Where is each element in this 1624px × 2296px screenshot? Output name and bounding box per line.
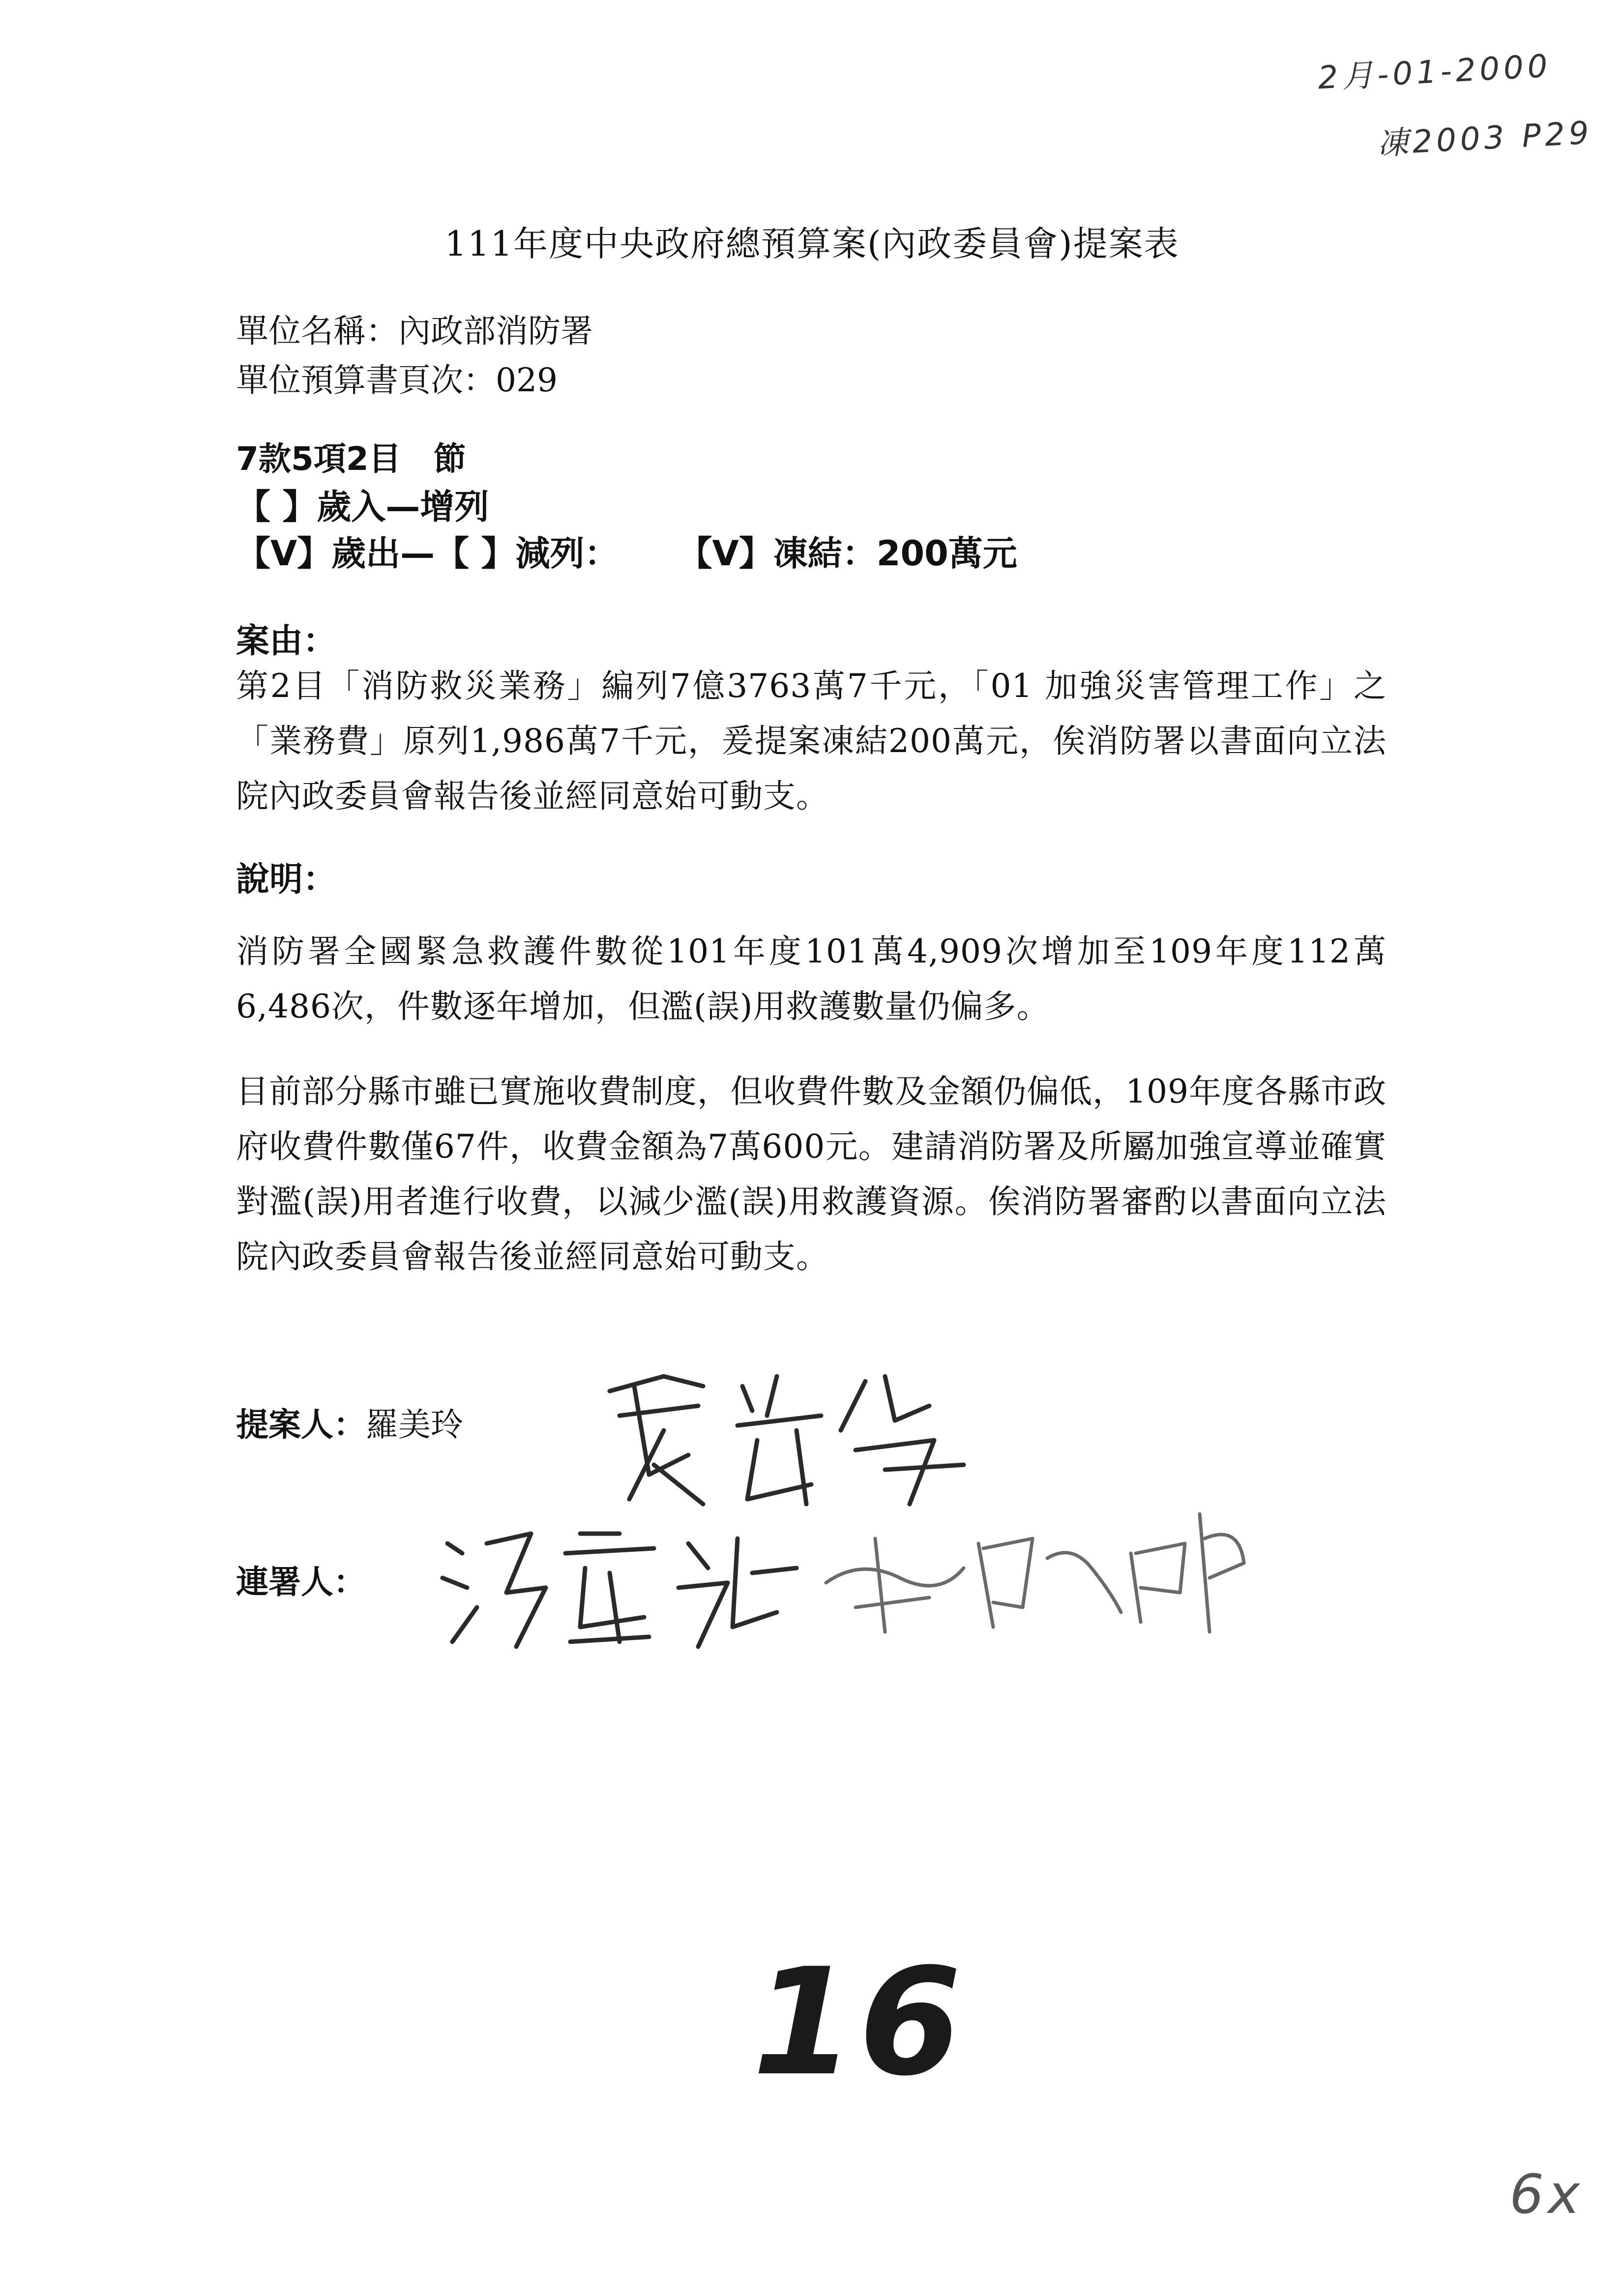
- budget-chapter: 7款5項2目 節: [236, 440, 466, 478]
- explanation-label: 說明：: [236, 860, 337, 899]
- expenditure-reduce-option: 【V】歲出—【 】減列：: [236, 533, 619, 574]
- unit-budget-page: 單位預算書頁次：029: [236, 361, 558, 399]
- form-title: 111年度中央政府總預算案(內政委員會)提案表: [444, 224, 1180, 264]
- proposer-name: 羅美玲: [366, 1406, 463, 1444]
- explanation-paragraph: 目前部分縣市雖已實施收費制度，但收費件數及金額仍偏低，109年度各縣市政府收費件數僅67件，收費金額為7萬600元。建請消防署及所屬加強宣導並確實對濫(誤)用者進行收費，以減少濫(誤)用救護資源。俟消防署審酌以書面向立法院內政委員會報告後並經同意始可動支。: [236, 1073, 1387, 1276]
- proposer-label: 提案人：: [236, 1406, 366, 1444]
- expenditure-freeze-option: 【V】凍結：200萬元: [678, 533, 1017, 574]
- revenue-increase-line: 【 】歲入—增列: [236, 487, 489, 527]
- cosigner-signature-1: [433, 1514, 806, 1663]
- handwritten-page-number: 16: [752, 1937, 966, 2108]
- unit-name: 單位名稱：內政部消防署: [236, 312, 593, 350]
- cosigner-label: 連署人：: [236, 1563, 366, 1601]
- handwritten-corner-note: 6x: [1509, 2163, 1584, 2226]
- proposer-line: [236, 1398, 463, 1445]
- expenditure-line: [236, 526, 1017, 576]
- explanation-paragraph: 消防署全國緊急救護件數從101年度101萬4,909次增加至109年度112萬6,486次，件數逐年增加，但濫(誤)用救護數量仍偏多。: [236, 932, 1387, 1025]
- cosigner-signature-2: [816, 1484, 1278, 1654]
- handwritten-reference-note: 凍2003 P29: [1376, 115, 1594, 163]
- handwritten-date-note: 2月-01-2000: [1317, 48, 1553, 97]
- reason-label: 案由：: [236, 622, 337, 661]
- reason-text: 第2目「消防救災業務」編列7億3763萬7千元，「01 加強災害管理工作」之「業務費」原列1,986萬7千元，爰提案凍結200萬元，俟消防署以書面向立法院內政委員會報告後並經同意始可動支。: [236, 667, 1387, 815]
